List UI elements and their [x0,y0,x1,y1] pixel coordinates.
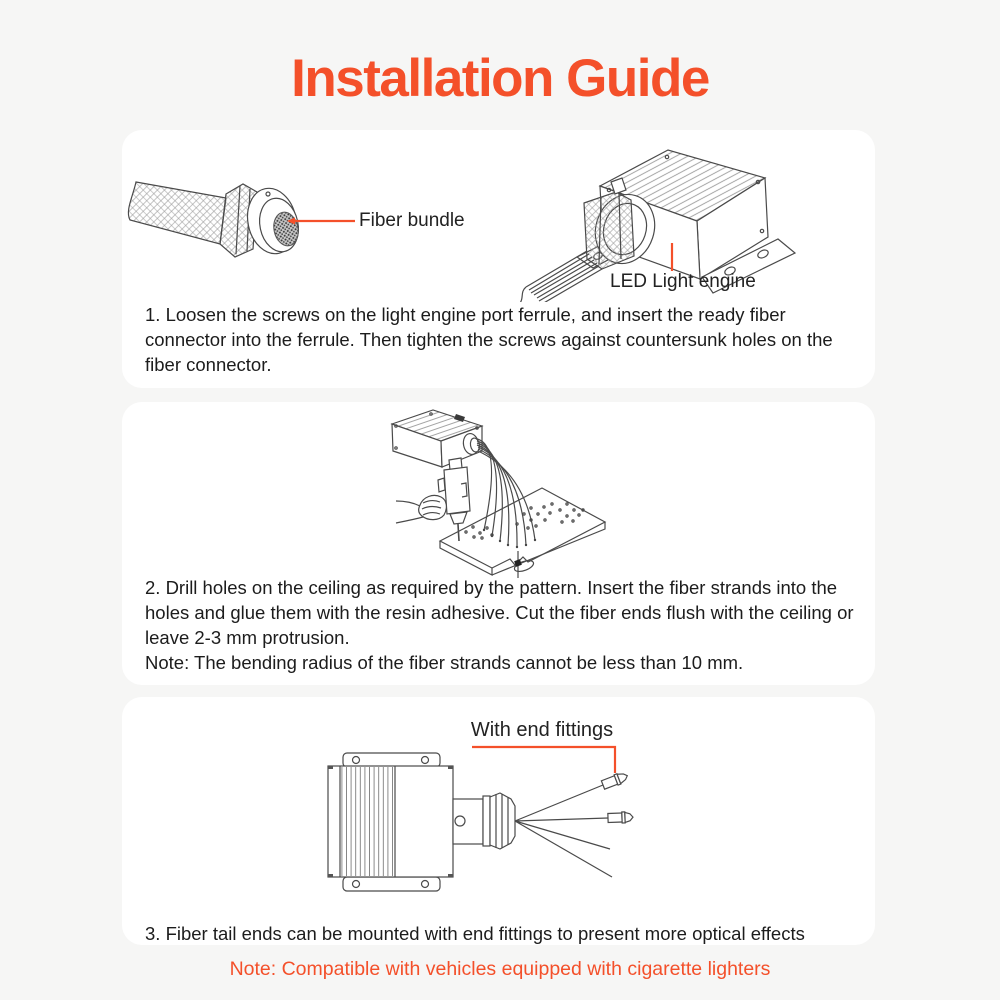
step-1-illustration [122,130,875,302]
step-2-text: 2. Drill holes on the ceiling as required by the pattern. Insert the fiber strands into the holes and glue them with the resin adhesive. Cut the fiber ends flush with the ceiling or leave 2-3 mm protrusion. [145,577,854,648]
end-fitting-top [601,771,629,791]
page-title: Installation Guide [291,49,709,108]
footer-note: Note: Compatible with vehicles equipped with cigarette lighters [229,958,771,980]
end-fitting-middle [608,812,633,824]
end-fittings-leader-line [472,747,615,773]
step-2-illustration [332,404,692,579]
light-engine-drawing [392,410,482,467]
step-2-text-block [145,575,863,675]
led-light-engine-label: LED Light engine [610,271,756,292]
end-fittings-label: With end fittings [470,719,614,741]
step-1-card [122,130,875,388]
fiber-tails-drawing [515,771,633,877]
step-3-text: 3. Fiber tail ends can be mounted with end fittings to present more optical effects [145,923,805,944]
light-engine-top-view-drawing [328,753,515,891]
step-3-illustration [312,733,732,925]
hand-drill-drawing [396,458,470,541]
fiber-bundle-drawing [128,182,303,258]
step-3-card [122,697,875,945]
step-1-text: 1. Loosen the screws on the light engine port ferrule, and insert the ready fiber connector into the ferrule. Then tighten the screws against countersunk holes on the fiber connector. [145,304,833,375]
step-2-note: Note: The bending radius of the fiber strands cannot be less than 10 mm. [145,652,744,673]
fiber-bundle-label: Fiber bundle [359,210,465,231]
step-2-card [122,402,875,685]
